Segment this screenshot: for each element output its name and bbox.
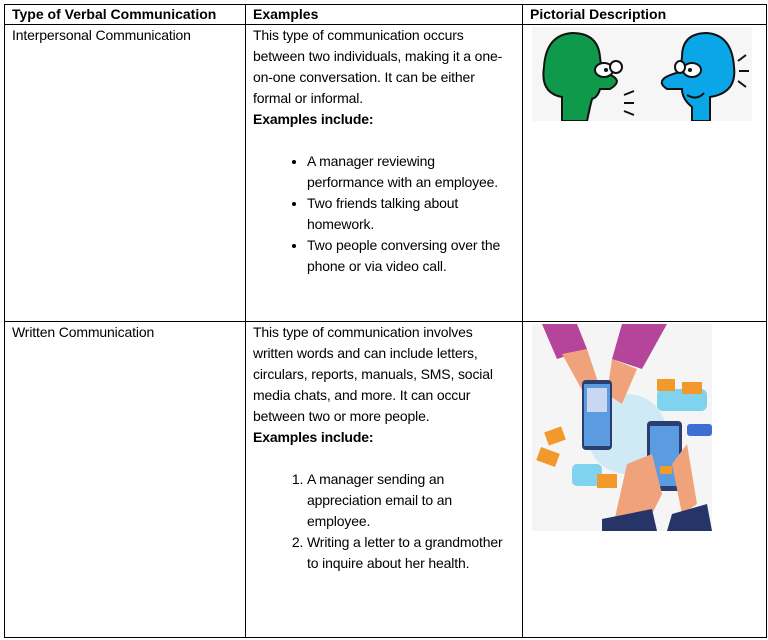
examples-cell (246, 322, 523, 638)
verbal-communication-table (4, 4, 767, 638)
list-item: 2. Writing a letter to a grandmother to inquire about her health. (307, 532, 515, 574)
examples-heading: Examples include: (253, 429, 374, 445)
examples-heading: Examples include: (253, 111, 374, 127)
header-type: Type of Verbal Communication (5, 5, 246, 25)
list-item: 1. A manager sending an appreciation email to an employee. (307, 469, 515, 532)
table-header-row (5, 5, 767, 25)
examples-list (253, 151, 515, 277)
description: This type of communication involves written words and can include letters, circulars, reports, manuals, SMS, social media chats, and more. It can occur between two or more people. (253, 324, 493, 424)
list-item: • Two friends talking about homework. (307, 193, 515, 235)
list-item: • A manager reviewing performance with an employee. (307, 151, 515, 193)
table-row (5, 25, 767, 322)
examples-cell (246, 25, 523, 322)
header-pictorial: Pictorial Description (523, 5, 767, 25)
two-heads-talking-image (532, 27, 752, 121)
header-examples: Examples (246, 5, 523, 25)
type-cell (5, 25, 246, 322)
picture-cell (523, 25, 767, 322)
table-row (5, 322, 767, 638)
type-label: Interpersonal Communication (12, 27, 191, 43)
type-label: Written Communication (12, 324, 155, 340)
description: This type of communication occurs between two individuals, making it a one-on-one conversation. It can be either formal or informal. (253, 27, 503, 106)
type-cell (5, 322, 246, 638)
picture-cell (523, 322, 767, 638)
smartphones-messaging-image (532, 324, 712, 531)
list-item: • Two people conversing over the phone or via video call. (307, 235, 515, 277)
examples-list (253, 469, 515, 574)
